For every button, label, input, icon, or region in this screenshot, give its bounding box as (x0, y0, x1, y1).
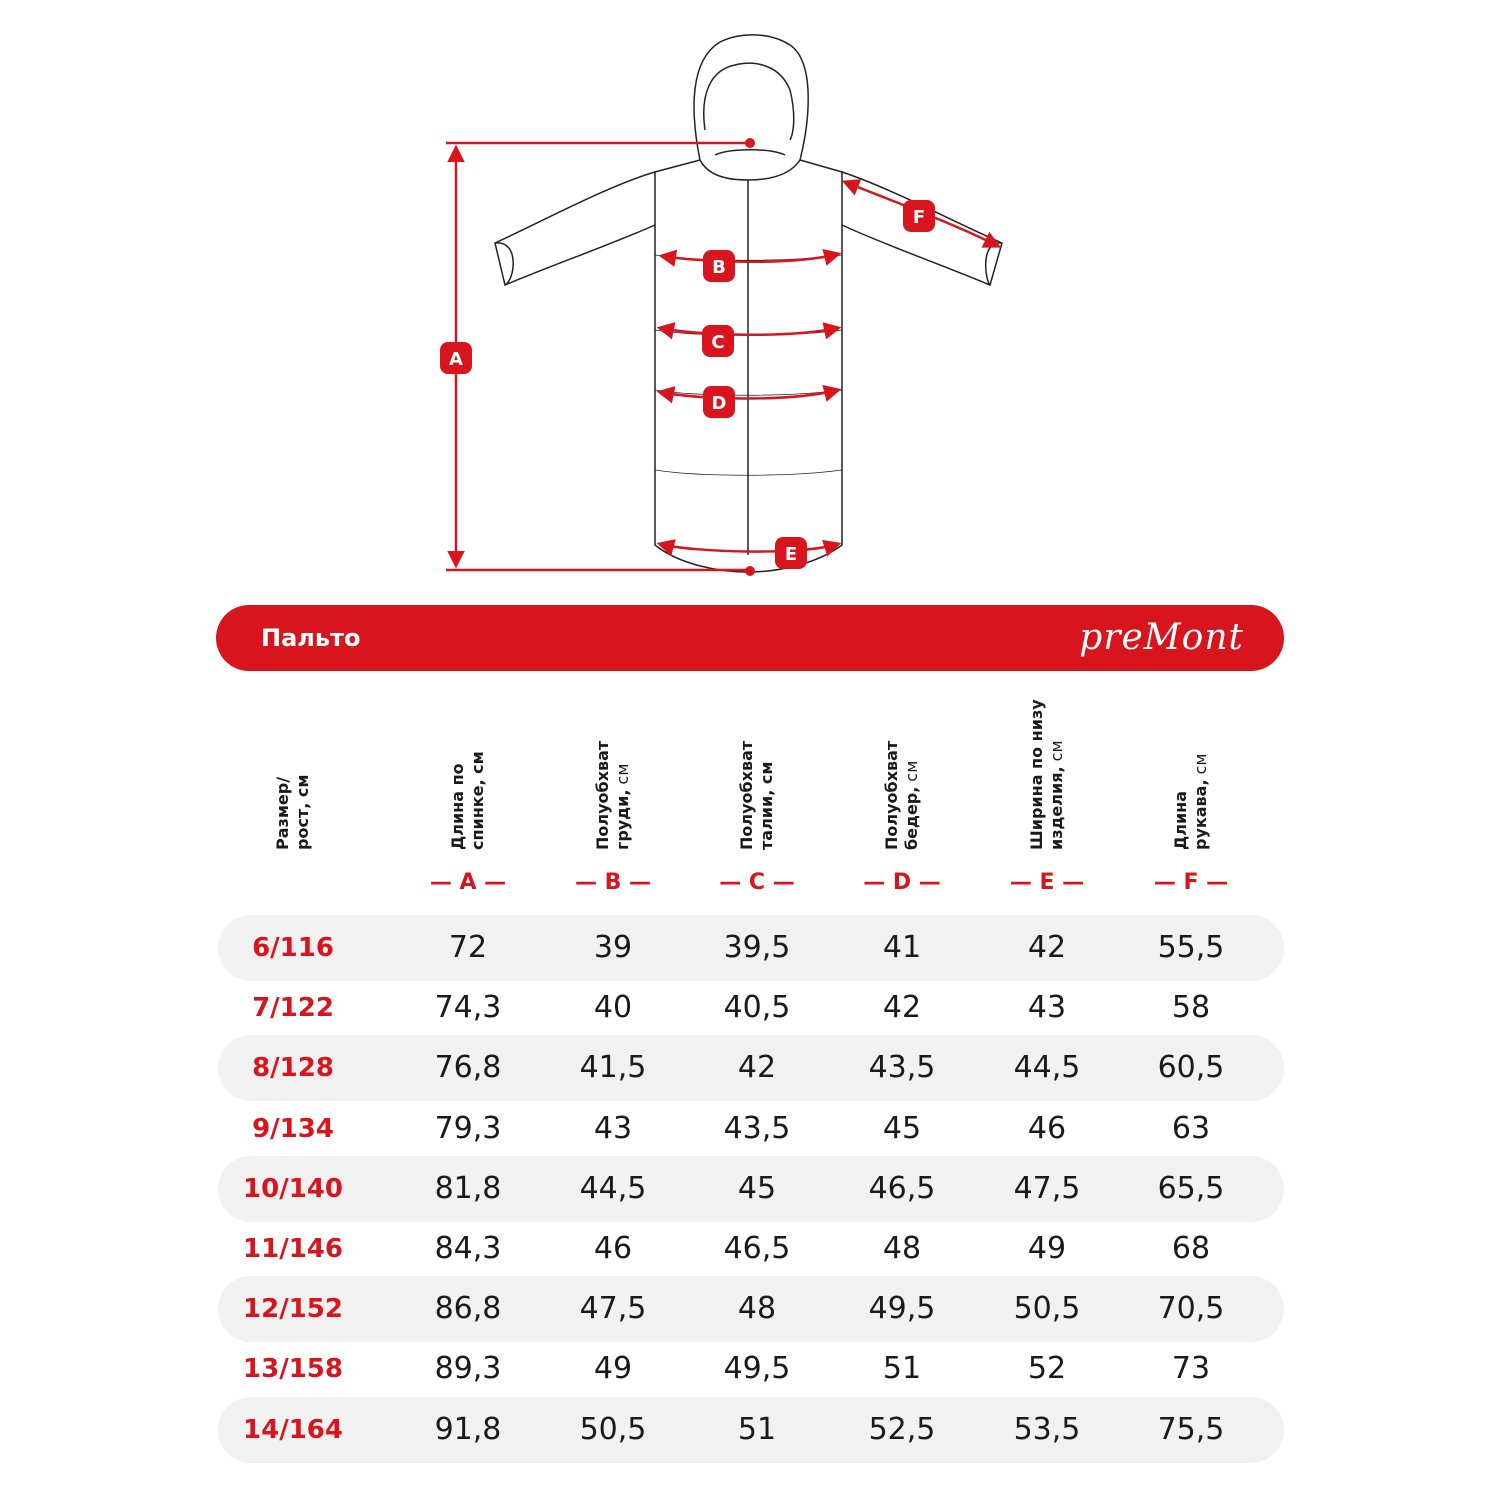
product-title: Пальто (261, 624, 361, 652)
column-header-line2: спинке, см (468, 751, 487, 850)
value-cell: 40,5 (723, 990, 791, 1026)
marker-b (703, 250, 735, 282)
size-cell: 7/122 (252, 993, 334, 1024)
value-cell: 55,5 (1157, 930, 1225, 965)
column-letter: — F — (1153, 870, 1229, 895)
size-cell: 12/152 (243, 1294, 343, 1325)
marker-c (702, 325, 734, 357)
column-header-line1: Длина (1171, 790, 1190, 850)
product-banner (216, 605, 1284, 671)
value-cell: 45 (882, 1110, 922, 1146)
value-cell: 47,5 (579, 1291, 647, 1327)
column-letter: — D — (863, 870, 941, 895)
value-cell: 42 (1027, 930, 1067, 965)
column-header (448, 690, 488, 850)
coat-measurement-diagram (0, 0, 1500, 600)
value-cell: 70,5 (1157, 1291, 1225, 1327)
column-header-line1: Длина по (448, 763, 467, 850)
value-cell: 39,5 (723, 930, 791, 965)
column-header-line1: Полуобхват (593, 740, 612, 850)
marker-d (703, 386, 735, 418)
table-row (218, 1096, 1284, 1162)
column-header-line1: Ширина по низу (1027, 699, 1046, 850)
size-cell: 9/134 (252, 1113, 334, 1144)
value-cell: 39 (593, 930, 633, 965)
marker-e (775, 537, 807, 569)
size-cell: 11/146 (243, 1234, 343, 1264)
value-cell: 91,8 (434, 1411, 502, 1447)
value-cell: 48 (882, 1231, 922, 1266)
value-cell: 65,5 (1157, 1170, 1225, 1206)
column-letter: — E — (1009, 870, 1085, 895)
value-cell: 84,3 (434, 1231, 502, 1266)
column-header-line2: рукава, см (1191, 753, 1210, 850)
value-cell: 51 (737, 1411, 777, 1447)
column-header (593, 690, 633, 850)
value-cell: 40 (593, 990, 633, 1026)
value-cell: 73 (1171, 1351, 1211, 1387)
table-row (218, 1035, 1284, 1101)
value-cell: 76,8 (434, 1050, 502, 1086)
column-header-line2: изделия, см (1047, 740, 1066, 850)
value-cell: 49,5 (868, 1291, 936, 1327)
value-cell: 50,5 (1013, 1291, 1081, 1327)
column-letter: — C — (719, 870, 795, 895)
value-cell: 53,5 (1013, 1411, 1081, 1447)
column-header-line1: Полуобхват (737, 740, 756, 850)
value-cell: 74,3 (434, 990, 502, 1026)
column-header (273, 690, 313, 850)
value-cell: 89,3 (434, 1351, 502, 1387)
value-cell: 48 (737, 1291, 777, 1327)
table-row (218, 1276, 1284, 1342)
value-cell: 86,8 (434, 1291, 502, 1327)
value-cell: 79,3 (434, 1110, 502, 1146)
size-cell: 14/164 (243, 1414, 343, 1445)
value-cell: 47,5 (1013, 1170, 1081, 1206)
table-row (218, 1156, 1284, 1222)
value-cell: 58 (1171, 990, 1211, 1026)
value-cell: 49 (1027, 1231, 1067, 1266)
column-letter: — B — (574, 870, 652, 895)
marker-a (440, 342, 472, 374)
size-cell: 8/128 (252, 1053, 334, 1084)
value-cell: 42 (882, 990, 922, 1026)
marker-f (903, 200, 935, 232)
coat-outline (495, 35, 1002, 572)
value-cell: 63 (1171, 1110, 1211, 1146)
value-cell: 44,5 (579, 1170, 647, 1206)
svg-text:A: A (449, 349, 463, 370)
table-row (218, 1336, 1284, 1402)
value-cell: 49,5 (723, 1351, 791, 1387)
column-header-line1: Полуобхват (882, 740, 901, 850)
value-cell: 52,5 (868, 1411, 936, 1447)
value-cell: 43 (593, 1110, 633, 1146)
table-row (218, 975, 1284, 1041)
column-header (1027, 690, 1067, 850)
value-cell: 52 (1027, 1351, 1067, 1387)
table-row (218, 915, 1284, 981)
column-header (1171, 690, 1211, 850)
value-cell: 51 (882, 1351, 922, 1387)
column-header (882, 690, 922, 850)
value-cell: 46 (1027, 1110, 1067, 1146)
value-cell: 50,5 (579, 1411, 647, 1447)
size-cell: 13/158 (243, 1354, 343, 1385)
column-header-line1: Размер/ (273, 776, 292, 850)
column-header-line2: бедер, см (902, 760, 921, 850)
column-header (737, 690, 777, 850)
column-header-line2: талии, см (757, 761, 776, 850)
value-cell: 49 (593, 1351, 633, 1387)
value-cell: 43,5 (723, 1110, 791, 1146)
value-cell: 81,8 (434, 1170, 502, 1206)
measurement-markers (440, 200, 935, 569)
size-cell: 6/116 (252, 933, 334, 963)
column-header-line2: груди, см (613, 763, 632, 850)
value-cell: 43 (1027, 990, 1067, 1026)
value-cell: 45 (737, 1170, 777, 1206)
value-cell: 46,5 (723, 1231, 791, 1266)
value-cell: 42 (737, 1050, 777, 1086)
table-row (218, 1216, 1284, 1282)
value-cell: 60,5 (1157, 1050, 1225, 1086)
value-cell: 41 (882, 930, 922, 965)
svg-text:D: D (711, 393, 727, 414)
svg-text:E: E (784, 544, 798, 565)
value-cell: 43,5 (868, 1050, 936, 1086)
column-header-line2: рост, см (293, 774, 312, 850)
value-cell: 41,5 (579, 1050, 647, 1086)
table-row (218, 1397, 1284, 1463)
value-cell: 68 (1171, 1231, 1211, 1266)
column-letter: — A — (429, 870, 507, 895)
size-cell: 10/140 (243, 1173, 343, 1204)
value-cell: 46,5 (868, 1170, 936, 1206)
svg-text:C: C (711, 332, 725, 353)
svg-text:B: B (712, 257, 726, 278)
brand-logo: preMont (1079, 617, 1244, 658)
value-cell: 72 (448, 930, 488, 965)
value-cell: 75,5 (1157, 1411, 1225, 1447)
value-cell: 44,5 (1013, 1050, 1081, 1086)
value-cell: 46 (593, 1231, 633, 1266)
svg-text:F: F (912, 207, 926, 228)
